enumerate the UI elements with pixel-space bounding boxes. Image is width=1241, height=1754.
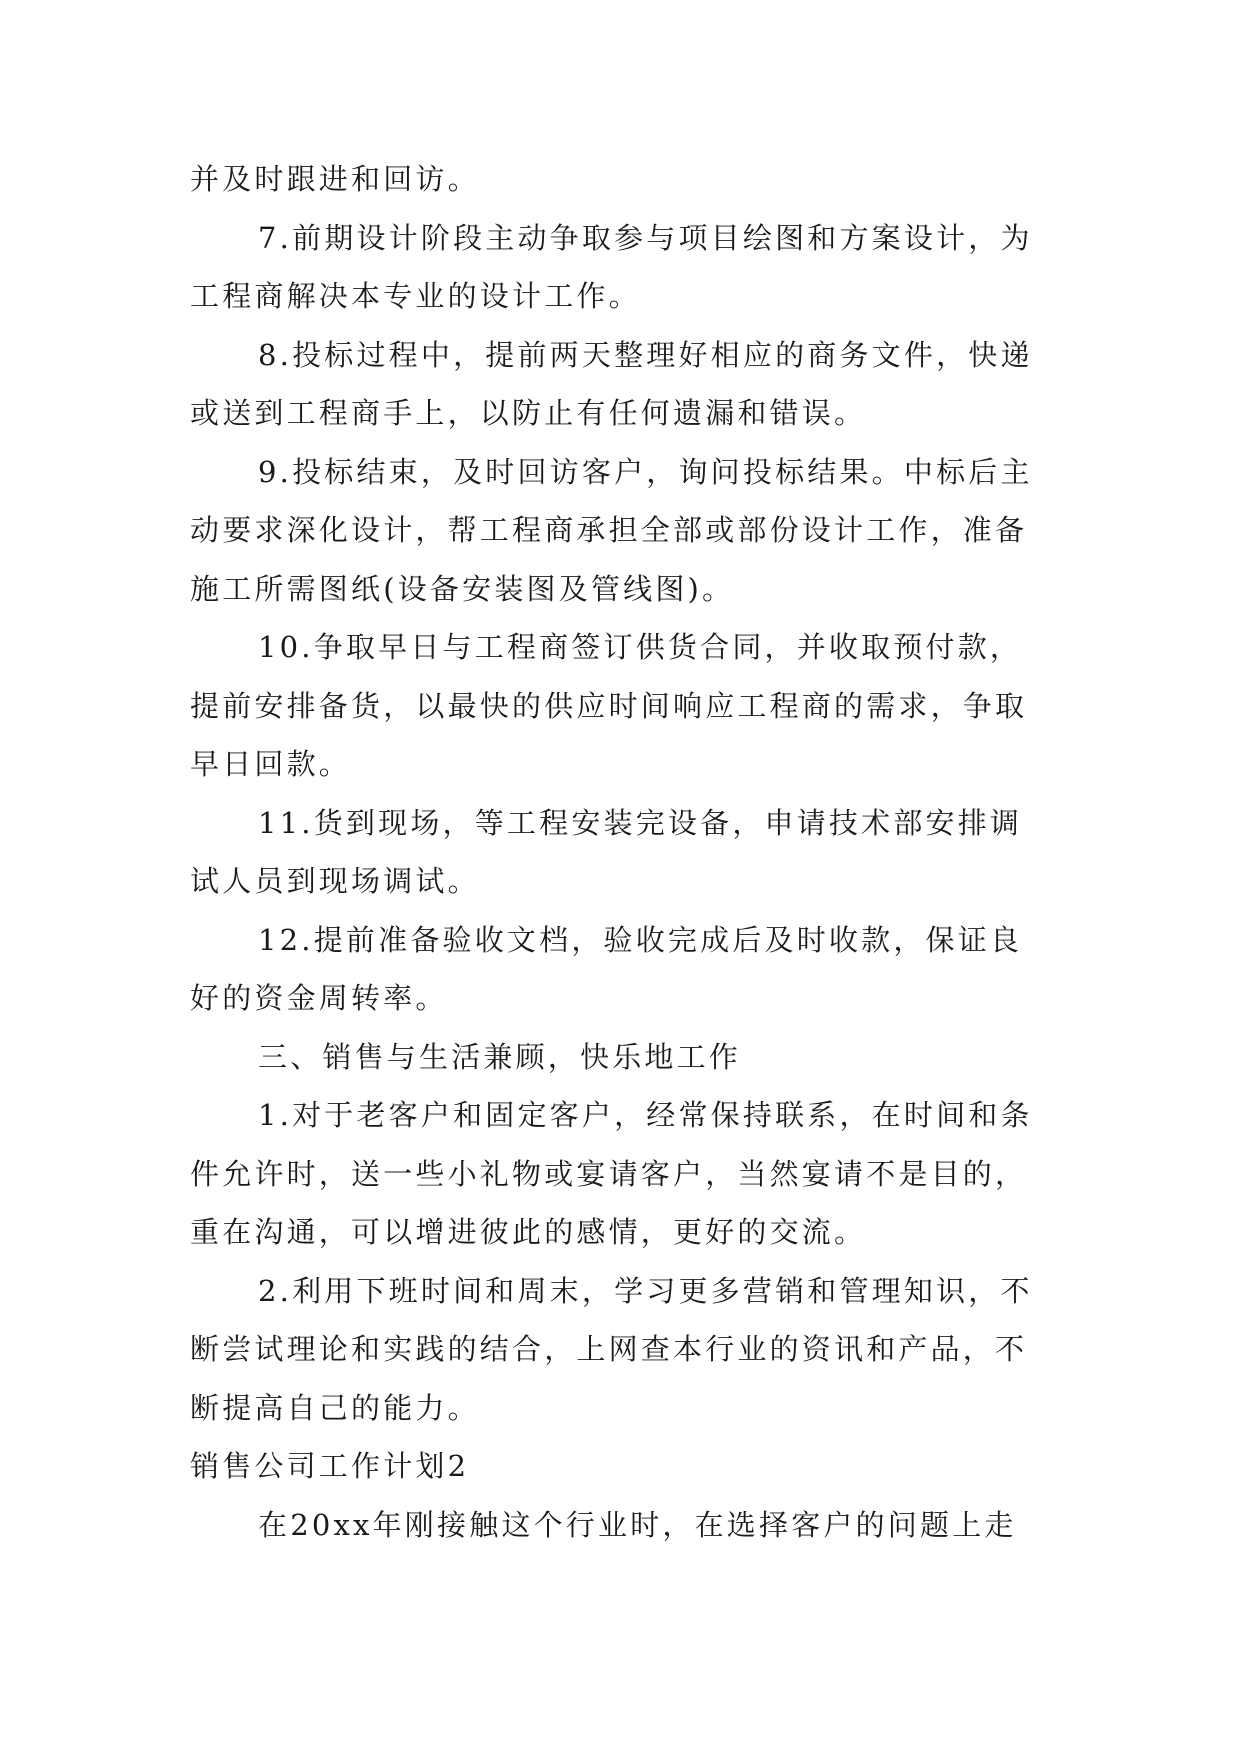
text-line: 9.投标结束，及时回访客户，询问投标结果。中标后主 [258,454,1033,489]
text-line: 动要求深化设计，帮工程商承担全部或部份设计工作，准备 [190,513,1028,547]
text-line: 三、销售与生活兼顾，快乐地工作 [258,1039,742,1074]
text-line: 好的资金周转率。 [190,981,448,1015]
text-line: 8.投标过程中，提前两天整理好相应的商务文件，快递 [258,337,1033,372]
text-line: 断提高自己的能力。 [190,1390,480,1425]
text-line: 工程商解决本专业的设计工作。 [190,279,641,313]
text-line: 提前安排备货，以最快的供应时间响应工程商的需求，争取 [190,688,1028,723]
text-line: 施工所需图纸(设备安装图及管线图)。 [190,571,735,606]
text-line: 件允许时，送一些小礼物或宴请客户，当然宴请不是目的， [190,1156,1028,1191]
text-line: 在20xx年刚接触这个行业时，在选择客户的问题上走 [258,1507,1017,1542]
text-line: 1.对于老客户和固定客户，经常保持联系，在时间和条 [258,1098,1033,1132]
text-line: 早日回款。 [190,747,352,781]
text-line: 销售公司工作计划2 [190,1449,470,1483]
text-line: 11.货到现场，等工程安装完设备，申请技术部安排调 [258,805,1023,840]
text-line: 断尝试理论和实践的结合，上网查本行业的资讯和产品，不 [190,1332,1028,1366]
text-line: 7.前期设计阶段主动争取参与项目绘图和方案设计，为 [258,220,1033,255]
text-line: 并及时跟进和回访。 [190,162,480,196]
text-line: 或送到工程商手上，以防止有任何遗漏和错误。 [190,396,867,430]
text-line: 10.争取早日与工程商签订供货合同，并收取预付款， [258,630,1023,664]
text-line: 重在沟通，可以增进彼此的感情，更好的交流。 [190,1215,867,1249]
text-line: 2.利用下班时间和周末，学习更多营销和管理知识，不 [258,1273,1033,1308]
text-line: 试人员到现场调试。 [190,864,480,898]
document-body [190,150,1050,1554]
text-line: 12.提前准备验收文档，验收完成后及时收款，保证良 [258,922,1023,957]
